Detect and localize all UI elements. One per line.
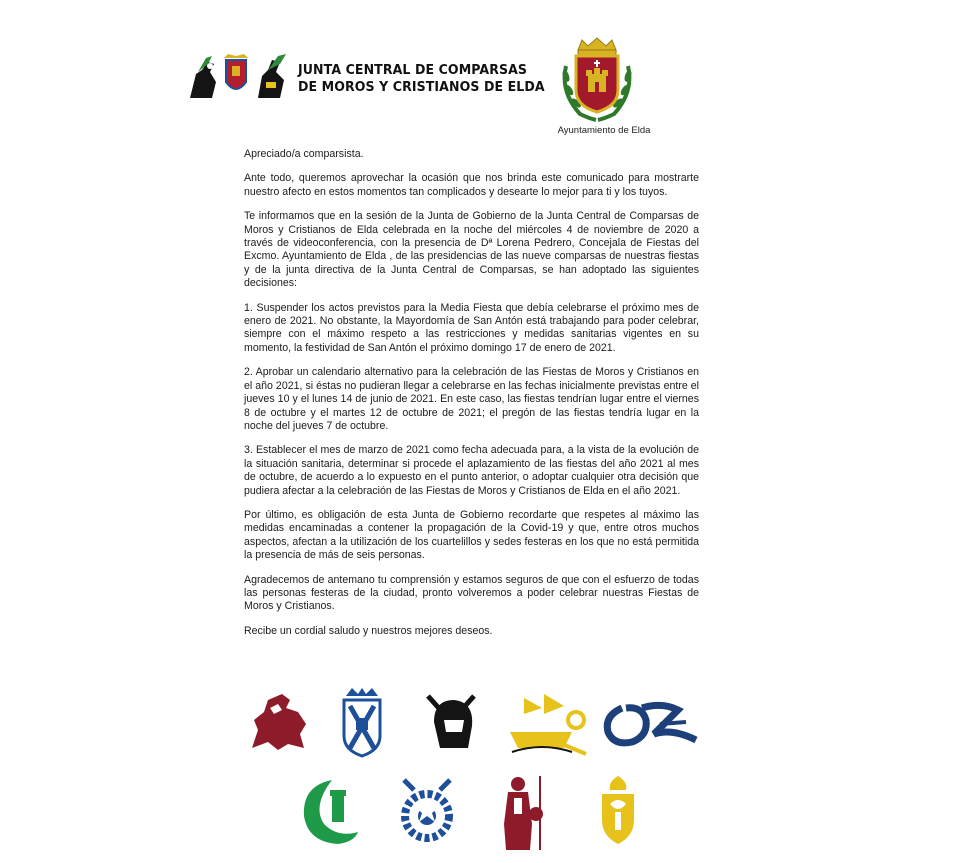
yellow-shield-emblem-icon — [598, 774, 638, 846]
paragraph-decision-3: 3. Establecer el mes de marzo de 2021 como fecha adecuada para, a la vista de la evolución de la situación sanitaria, determinar si procede el aplazamiento de las fiestas del año 2021 al mes de octubre, de acuerdo a lo expuesto en el punto anterior, o adoptar cualquier otra decisión que pudiera afectar a la celebración de las Fiestas de Moros y Cristianos de Elda en el año 2021. — [244, 444, 699, 497]
navy-calligraphy-emblem-icon — [602, 698, 700, 750]
paragraph-decision-1: 1. Suspender los actos previstos para la Media Fiesta que debía celebrarse el próximo mes de enero de 2021. No obstante, la Mayordomía de San Antón está trabajando para poder celebrar, siempre con el máximo respeto a las restricciones y medidas sanitarias vigentes en su momento, la festividad de San Antón el próximo domingo 17 de enero de 2021. — [244, 301, 699, 354]
junta-central-logos-icon — [188, 52, 296, 104]
paragraph-thanks: Agradecemos de antemano tu comprensión y estamos seguros de que con el esfuerzo de todas las personas festeras de la ciudad, pronto volveremos a poder celebrar nuestras Fiestas de Moros y Cristianos. — [244, 573, 699, 613]
blue-castle-shield-emblem-icon — [340, 686, 384, 758]
paragraph-meeting: Te informamos que en la sesión de la Junta de Gobierno de la Junta Central de Comparsas de Moros y Cristianos de Elda celebrada en la noche del miércoles 4 de noviembre de 2020 a través de videoconferencia, con la presencia de Dª Lorena Pedrero, Concejala de Fiestas del Excmo. Ayuntamiento de Elda , de las presidencias de las nueve comparsas de nuestras fiestas y de la junta directiva de la Junta Central de Comparsas, se han adoptado las siguientes decisiones: — [244, 210, 699, 290]
ayuntamiento-label: Ayuntamiento de Elda — [557, 125, 651, 136]
junta-central-title — [298, 62, 545, 96]
green-crescent-tower-emblem-icon — [298, 776, 360, 848]
ayuntamiento-shield-icon — [558, 36, 636, 124]
letterhead — [0, 0, 960, 140]
blue-gear-star-emblem-icon — [398, 776, 456, 848]
yellow-galleon-emblem-icon — [502, 692, 590, 758]
letter-body — [244, 148, 699, 649]
red-knight-emblem-icon — [500, 774, 544, 852]
black-helmet-swords-emblem-icon — [420, 692, 482, 754]
red-warrior-emblem-icon — [248, 690, 310, 754]
title-line-2: DE MOROS Y CRISTIANOS DE ELDA — [298, 79, 545, 95]
paragraph-reminder: Por último, es obligación de esta Junta de Gobierno recordarte que respetes al máximo las medidas encaminadas a contener la propagación de la Covid-19 y que, entre otros muchos aspectos, afectan a la utilización de los cuartelillos y sedes festeras en los que no está permitida la presencia de más de seis personas. — [244, 508, 699, 562]
title-line-1: JUNTA CENTRAL DE COMPARSAS — [298, 62, 528, 78]
paragraph-decision-2: 2. Aprobar un calendario alternativo para la celebración de las Fiestas de Moros y Cristianos en el año 2021, si éstas no pudieran llegar a celebrarse en las fechas inicialmente previstas entre el jueves 10 y el lunes 14 de junio de 2021. En este caso, las fiestas tendrían lugar entre el viernes 8 de octubre y el martes 12 de octubre de 2021; el pregón de las fiestas tendría lugar en la noche del jueves 7 de octubre. — [244, 366, 699, 432]
greeting: Apreciado/a comparsista. — [244, 148, 364, 160]
closing: Recibe un cordial saludo y nuestros mejores deseos. — [244, 624, 493, 637]
paragraph-intro: Ante todo, queremos aprovechar la ocasión que nos brinda este comunicado para mostrarte nuestro afecto en estos momentos tan complicados y desearte lo mejor para ti y los tuyos. — [244, 172, 699, 198]
comparsas-emblems — [0, 680, 960, 863]
